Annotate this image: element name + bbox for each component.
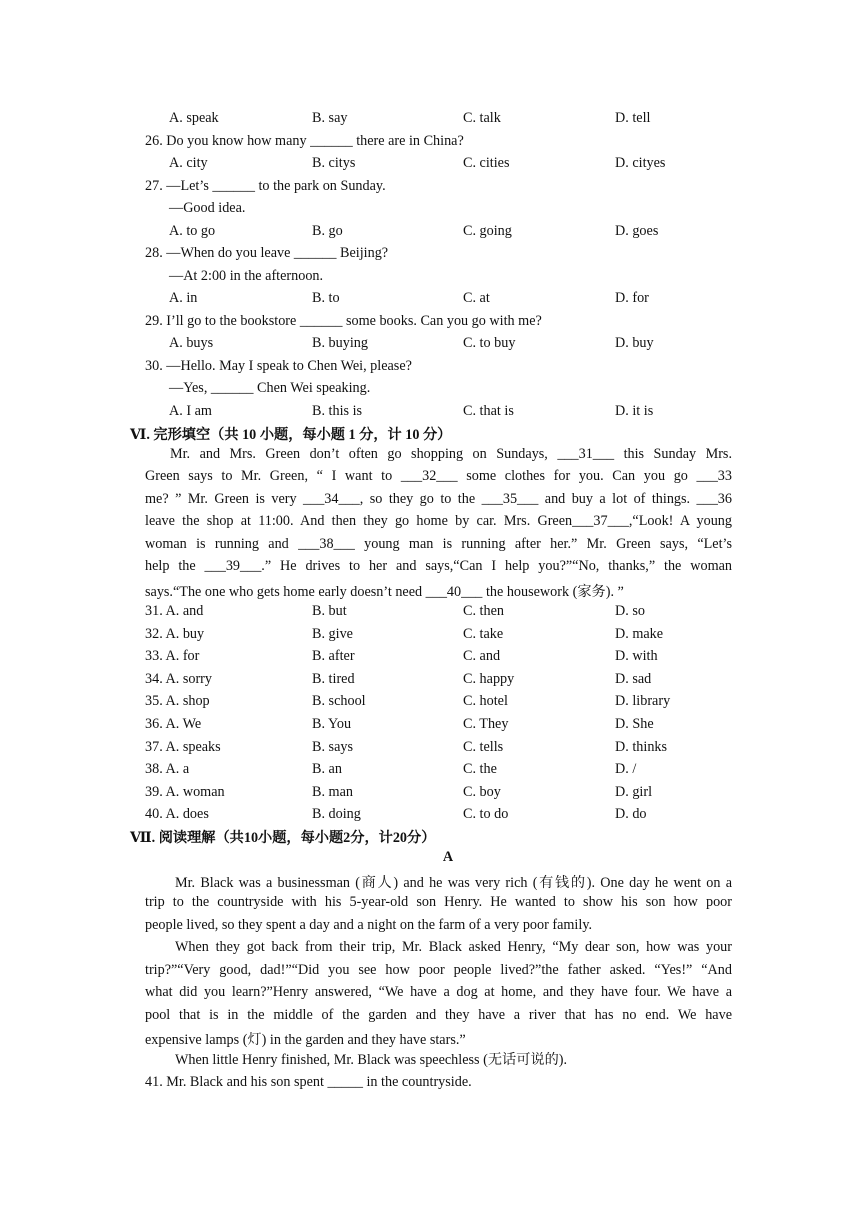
cloze-q34-option-d: D. sad: [615, 670, 652, 687]
q28-reply: —At 2:00 in the afternoon.: [169, 268, 324, 284]
passage-label: A: [442, 849, 454, 865]
passage-p1-line-1: Mr. Black was a businessman (商人) and he was very rich (有钱的). One day he went on a: [175, 875, 732, 891]
passage-p2-line-3: what did you learn?”Henry answered, “We have a dog at home, and they have four. We have a: [145, 984, 732, 1000]
cloze-q37-option-d: D. thinks: [615, 738, 668, 755]
q25-option-c: C. talk: [463, 110, 501, 126]
cloze-q36-option-b: B. You: [312, 716, 352, 732]
cloze-q32-option-b: B. give: [312, 625, 353, 642]
cloze-q32-option-d: D. make: [615, 625, 664, 642]
q30-option-a: A. I am: [169, 403, 212, 419]
cloze-q35-option-c: C. hotel: [463, 693, 508, 710]
cloze-q38-option-c: C. the: [463, 761, 497, 778]
cloze-q39-option-c: C. boy: [463, 783, 501, 800]
cloze-q34-option-b: B. tired: [312, 670, 355, 687]
passage-p1-line-3: people lived, so they spent a day and a night on the farm of a very poor family.: [145, 917, 593, 933]
cloze-q31-option-a: 31. A. and: [145, 603, 204, 619]
q27-option-b: B. go: [312, 223, 343, 239]
q27-option-c: C. going: [463, 223, 512, 239]
q30-option-c: C. that is: [463, 403, 514, 419]
cloze-q36-option-c: C. They: [463, 716, 509, 732]
cloze-q31-option-b: B. but: [312, 603, 347, 619]
q26-option-a: A. city: [169, 155, 208, 171]
q29-option-a: A. buys: [169, 335, 214, 351]
q28-stem: 28. —When do you leave ______ Beijing?: [145, 245, 389, 261]
cloze-q38-option-b: B. an: [312, 761, 342, 778]
q30-option-b: B. this is: [312, 403, 363, 419]
cloze-q39-option-d: D. girl: [615, 783, 653, 800]
q41-stem: 41. Mr. Black and his son spent _____ in the countryside.: [145, 1074, 472, 1090]
cloze-q36-option-d: D. She: [615, 716, 654, 732]
cloze-q40-option-d: D. do: [615, 806, 647, 823]
cloze-line-4: leave the shop at 11:00. And then they go home by car. Mrs. Green___37___,“Look! A young: [145, 513, 732, 529]
passage-p2-line-1: When they got back from their trip, Mr. Black asked Henry, “My dear son, how was your: [175, 939, 732, 955]
cloze-q40-option-c: C. to do: [463, 806, 509, 823]
cloze-line-2: Green says to Mr. Green, “ I want to ___32___ some clothes for you. Can you go ___33: [145, 468, 732, 484]
cloze-line-3: me? ” Mr. Green is very ___34___, so they go to the ___35___ and buy a lot of things. ___36: [145, 491, 732, 507]
cloze-q39-option-b: B. man: [312, 783, 353, 800]
q29-option-c: C. to buy: [463, 335, 516, 351]
q29-option-b: B. buying: [312, 335, 368, 351]
cloze-q32-option-a: 32. A. buy: [145, 625, 205, 642]
cloze-q35-option-a: 35. A. shop: [145, 693, 210, 710]
q29-stem: 29. I’ll go to the bookstore ______ some books. Can you go with me?: [145, 313, 542, 329]
q29-option-d: D. buy: [615, 335, 654, 351]
cloze-q32-option-c: C. take: [463, 625, 504, 642]
q26-option-b: B. citys: [312, 155, 356, 171]
cloze-q39-option-a: 39. A. woman: [145, 783, 225, 800]
cloze-q37-option-c: C. tells: [463, 738, 504, 755]
cloze-line-6: help the ___39___.” He drives to her and says,“Can I help you?”“No, thanks,” the woman: [145, 558, 732, 574]
cloze-q31-option-c: C. then: [463, 603, 504, 619]
q28-option-a: A. in: [169, 290, 198, 306]
passage-p3: When little Henry finished, Mr. Black was speechless (无话可说的).: [175, 1052, 568, 1068]
q25-option-b: B. say: [312, 110, 348, 126]
cloze-line-7: says.“The one who gets home early doesn’t need ___40___ the housework (家务). ”: [145, 584, 624, 600]
q26-option-d: D. cityes: [615, 155, 666, 171]
cloze-q34-option-a: 34. A. sorry: [145, 670, 212, 687]
q27-option-a: A. to go: [169, 223, 216, 239]
cloze-q38-option-d: D. /: [615, 761, 637, 778]
q26-stem: 26. Do you know how many ______ there are in China?: [145, 133, 464, 149]
cloze-q40-option-b: B. doing: [312, 806, 361, 823]
cloze-q35-option-b: B. school: [312, 693, 366, 710]
cloze-line-5: woman is running and ___38___ young man is running after her.” Mr. Green says, “Let’s: [145, 536, 732, 552]
section-6-title: Ⅵ. 完形填空（共 10 小题，每小题 1 分，计 10 分）: [130, 427, 452, 443]
q30-reply: —Yes, ______ Chen Wei speaking.: [169, 380, 371, 396]
q26-option-c: C. cities: [463, 155, 510, 171]
cloze-q33-option-b: B. after: [312, 648, 355, 665]
cloze-q38-option-a: 38. A. a: [145, 761, 190, 778]
q27-reply: —Good idea.: [169, 200, 246, 216]
q25-option-d: D. tell: [615, 110, 651, 126]
cloze-q31-option-d: D. so: [615, 603, 645, 619]
q27-option-d: D. goes: [615, 223, 659, 239]
cloze-q33-option-c: C. and: [463, 648, 501, 665]
q25-option-a: A. speak: [169, 110, 219, 126]
section-7-title: Ⅶ. 阅读理解（共10小题，每小题2分，计20分）: [130, 830, 436, 846]
cloze-q33-option-a: 33. A. for: [145, 648, 200, 665]
cloze-q40-option-a: 40. A. does: [145, 806, 209, 823]
cloze-q37-option-b: B. says: [312, 738, 353, 755]
q28-option-c: C. at: [463, 290, 490, 306]
q27-stem: 27. —Let’s ______ to the park on Sunday.: [145, 178, 386, 194]
cloze-q36-option-a: 36. A. We: [145, 716, 202, 732]
q28-option-d: D. for: [615, 290, 649, 306]
passage-p2-line-5: expensive lamps (灯) in the garden and they have stars.”: [145, 1032, 466, 1048]
passage-p1-line-2: trip to the countryside with his 5-year-old son Henry. He wanted to show his son how poor: [145, 894, 732, 910]
cloze-line-1: Mr. and Mrs. Green don’t often go shopping on Sundays, ___31___ this Sunday Mrs.: [170, 446, 732, 462]
cloze-q37-option-a: 37. A. speaks: [145, 738, 221, 755]
cloze-q33-option-d: D. with: [615, 648, 658, 665]
q28-option-b: B. to: [312, 290, 340, 306]
cloze-q35-option-d: D. library: [615, 693, 671, 710]
passage-p2-line-4: pool that is in the middle of the garden and they have a river that has no end. We have: [145, 1007, 732, 1023]
passage-p2-line-2: trip?”“Very good, dad!”“Did you see how poor people lived?”the father asked. “Yes!” “And: [145, 962, 732, 978]
q30-option-d: D. it is: [615, 403, 654, 419]
cloze-q34-option-c: C. happy: [463, 670, 515, 687]
q30-stem: 30. —Hello. May I speak to Chen Wei, please?: [145, 358, 412, 374]
